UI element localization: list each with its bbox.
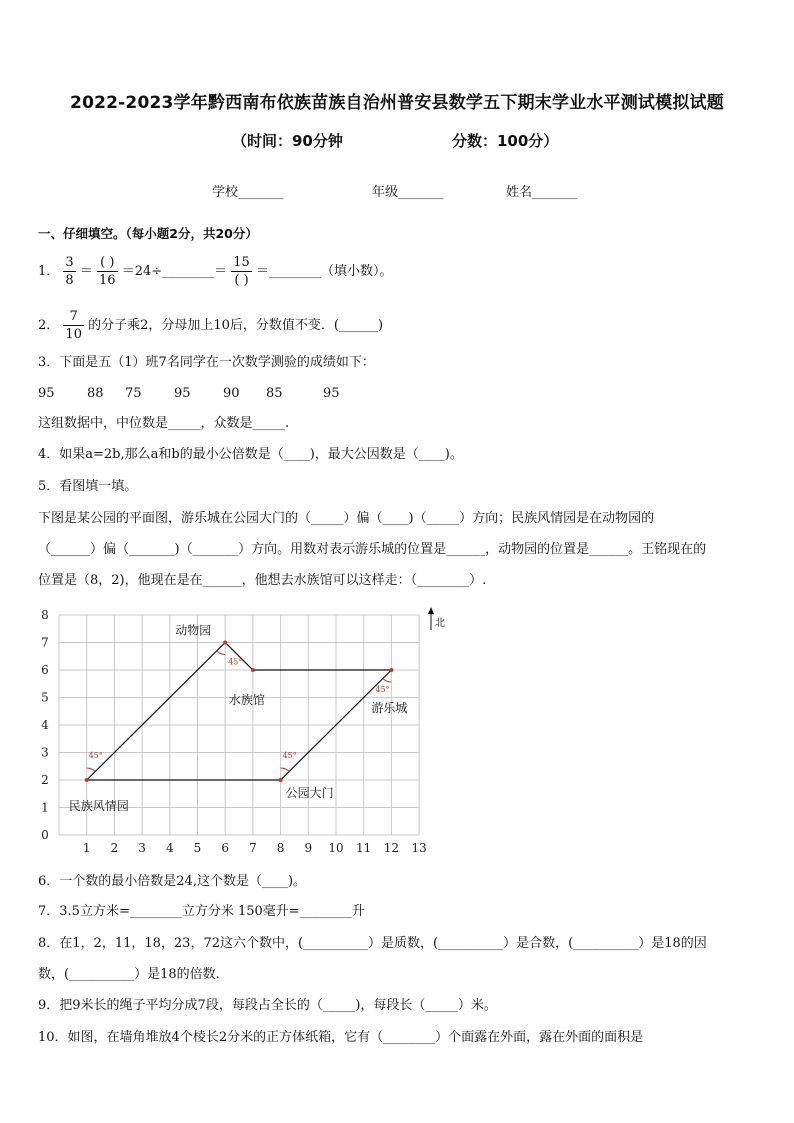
page-title: 2022-2023学年黔西南布依族苗族自治州普安县数学五下期末学业水平测试模拟试题 — [70, 93, 724, 113]
point-marker — [223, 641, 227, 645]
question-3-blanks[interactable]: 这组数据中，中位数是_____，众数是_____. — [38, 416, 290, 431]
fraction: $\frac{7}{10}$ — [65, 309, 82, 342]
point-label: 动物园 — [175, 623, 212, 638]
x-tick-label: 2 — [110, 841, 119, 855]
angle-label: 45° — [228, 657, 243, 667]
north-label: 北 — [435, 618, 445, 629]
point-marker — [85, 778, 89, 782]
x-tick-label: 10 — [328, 841, 344, 855]
exam-score: 分数：100分） — [452, 132, 559, 150]
question-4[interactable]: 4．如果a=2b,那么a和b的最小公倍数是（____)，最大公因数是（____)。 — [38, 447, 463, 462]
question-5-line[interactable]: 下图是某公园的平面图，游乐城在公园大门的（_____）偏（____)（_____）方向；民族风情园是在动物园的 — [38, 511, 655, 526]
question-7[interactable]: 7．3.5立方米=________立方分米 150毫升=________升 — [38, 904, 365, 919]
y-tick-label: 8 — [41, 608, 49, 622]
x-tick-label: 9 — [304, 841, 313, 855]
question-5-line[interactable]: 位置是（8，2)，他现在是在______，他想去水族馆可以这样走：（________）. — [38, 573, 487, 588]
angle-label: 45° — [88, 751, 103, 760]
angle-label: 45° — [282, 751, 297, 760]
question-number: 2． — [38, 318, 60, 333]
y-tick-label: 5 — [41, 690, 49, 705]
angle-label: 45° — [375, 685, 390, 694]
school-field[interactable]: 学校_______ — [212, 185, 284, 200]
x-tick-label: 4 — [165, 841, 174, 855]
question-8-line[interactable]: 数，(__________）是18的倍数. — [38, 967, 220, 982]
question-8[interactable]: 8．在1，2，11，18，23，72这六个数中，(__________）是质数，(__________）是合数，(__________）是18的因 — [38, 936, 707, 951]
angle-arc — [281, 768, 289, 772]
x-tick-label: 7 — [249, 841, 257, 855]
score-item: 85 — [266, 386, 283, 401]
score-item: 95 — [323, 386, 340, 401]
y-tick-label: 0 — [41, 828, 49, 842]
y-tick-label: 4 — [41, 718, 49, 732]
x-tick-label: 13 — [411, 841, 427, 855]
x-tick-label: 5 — [193, 841, 202, 855]
y-tick-label: 2 — [41, 773, 49, 787]
y-tick-label: 3 — [41, 745, 49, 760]
x-tick-label: 1 — [82, 841, 91, 855]
score-item: 75 — [125, 386, 142, 401]
name-field[interactable]: 姓名_______ — [506, 185, 578, 200]
angle-arc — [217, 651, 225, 655]
fraction-blank[interactable]: $\frac{15}{( )}$ — [233, 255, 250, 288]
grade-field[interactable]: 年级_______ — [372, 185, 444, 200]
question-1: 1． $\frac{3}{8}$ ＝ $\frac{( )}{16}$ ＝24÷________＝ $\frac{15}{( )}$ ＝________（填小数）。 — [38, 255, 393, 288]
y-tick-label: 6 — [41, 663, 49, 677]
angle-arc — [383, 678, 391, 682]
score-item: 88 — [87, 386, 104, 401]
point-label: 民族风情园 — [68, 799, 129, 813]
question-10[interactable]: 10．如图，在墙角堆放4个棱长2分米的正方体纸箱，它有（________）个面露在外面，露在外面的面积是 — [38, 1030, 644, 1045]
point-label: 公园大门 — [285, 786, 334, 800]
point-label: 水族馆 — [228, 693, 265, 707]
y-tick-label: 7 — [41, 635, 49, 650]
question-9[interactable]: 9．把9米长的绳子平均分成7段，每段占全长的（_____)，每段长（_____）米。 — [38, 998, 497, 1013]
point-marker — [389, 668, 393, 672]
point-marker — [251, 668, 255, 672]
x-tick-label: 3 — [138, 841, 146, 855]
x-tick-label: 6 — [221, 841, 230, 855]
x-tick-label: 11 — [356, 841, 372, 855]
question-5: 5．看图填一填。 — [38, 479, 138, 494]
score-item: 95 — [38, 386, 55, 401]
north-arrowhead-icon — [428, 607, 434, 614]
fraction: $\frac{3}{8}$ — [65, 255, 74, 288]
score-item: 95 — [174, 386, 191, 401]
x-tick-label: 8 — [276, 841, 285, 855]
section-heading: 一、仔细填空。（每小题2分，共20分） — [38, 226, 258, 241]
point-label: 游乐城 — [371, 701, 408, 715]
x-tick-label: 12 — [383, 841, 400, 855]
question-number: 1． — [38, 264, 60, 279]
fraction-blank[interactable]: $\frac{( )}{16}$ — [99, 255, 116, 288]
y-tick-label: 1 — [41, 800, 49, 815]
score-item: 90 — [223, 386, 240, 401]
park-map-chart — [30, 600, 450, 860]
exam-time: （时间：90分钟 — [232, 132, 343, 150]
score-list — [38, 384, 340, 404]
question-3: 3．下面是五（1）班7名同学在一次数学测验的成绩如下： — [38, 355, 375, 370]
question-5-line[interactable]: （______）偏（_______)（_______）方向。用数对表示游乐城的位置是______，动物园的位置是______。王铭现在的 — [38, 542, 707, 557]
question-6[interactable]: 6．一个数的最小倍数是24,这个数是（____)。 — [38, 874, 307, 889]
angle-arc — [87, 768, 95, 772]
point-marker — [279, 778, 283, 782]
question-2: 2． $\frac{7}{10}$ 的分子乘2，分母加上10后，分数值不变．(______) — [38, 309, 384, 342]
